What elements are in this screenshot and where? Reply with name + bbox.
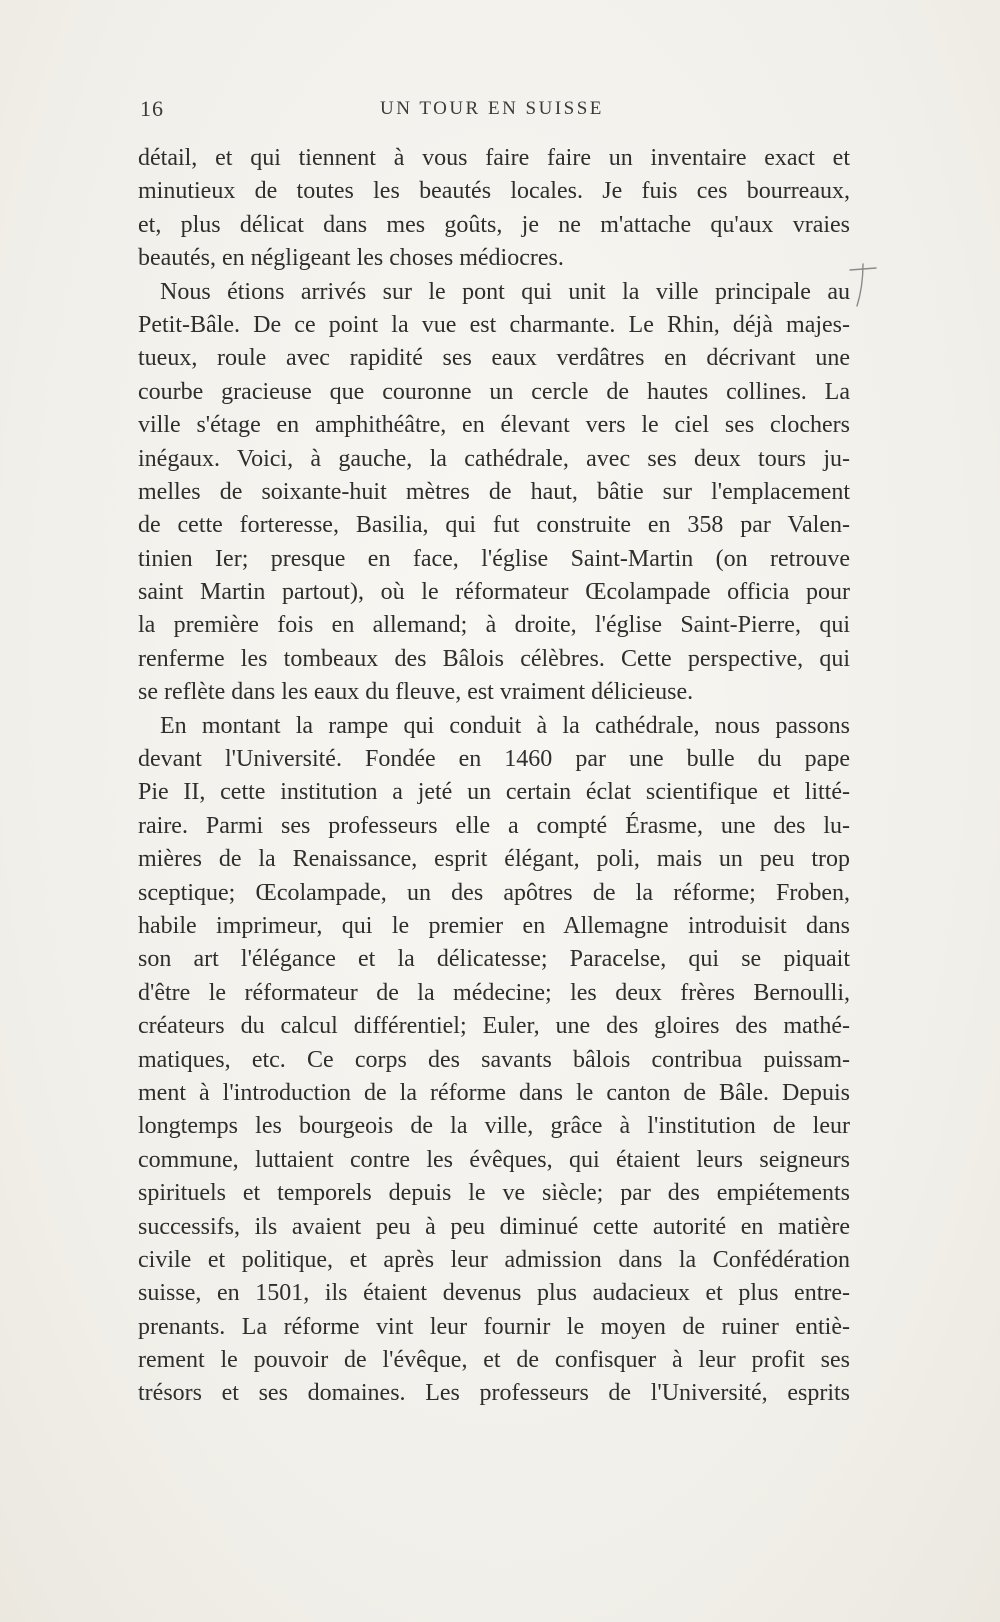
text-line: prenants. La réforme vint leur fournir le moyen de ruiner entiè-	[138, 1313, 850, 1340]
text-line: melles de soixante-huit mètres de haut, bâtie sur l'emplacement	[138, 478, 850, 505]
text-line: spirituels et temporels depuis le ve siècle; par des empiétements	[138, 1180, 850, 1207]
text-line: En montant la rampe qui conduit à la cathédrale, nous passons	[160, 712, 850, 739]
text-line: suisse, en 1501, ils étaient devenus plus audacieux et plus entre-	[138, 1280, 850, 1307]
text-line: beautés, en négligeant les choses médiocres.	[138, 245, 564, 272]
body-text	[138, 142, 850, 1411]
text-line: Petit-Bâle. De ce point la vue est charmante. Le Rhin, déjà majes-	[138, 311, 850, 338]
text-line: Pie II, cette institution a jeté un certain éclat scientifique et litté-	[138, 779, 850, 806]
text-line: inégaux. Voici, à gauche, la cathédrale, avec ses deux tours ju-	[138, 445, 850, 472]
pencil-cross-mark-icon	[846, 262, 880, 310]
text-line: d'être le réformateur de la médecine; les deux frères Bernoulli,	[138, 979, 850, 1006]
text-line: minutieux de toutes les beautés locales. Je fuis ces bourreaux,	[138, 178, 850, 205]
text-line: trésors et ses domaines. Les professeurs de l'Université, esprits	[138, 1380, 850, 1407]
page-number: 16	[140, 96, 164, 121]
text-line: successifs, ils avaient peu à peu diminué cette autorité en matière	[138, 1213, 850, 1240]
text-line: longtemps les bourgeois de la ville, grâce à l'institution de leur	[138, 1113, 850, 1140]
text-line: renferme les tombeaux des Bâlois célèbres. Cette perspective, qui	[138, 645, 850, 672]
text-line: mières de la Renaissance, esprit élégant, poli, mais un peu trop	[138, 846, 850, 873]
text-line: rement le pouvoir de l'évêque, et de confisquer à leur profit ses	[138, 1347, 850, 1374]
text-line: courbe gracieuse que couronne un cercle de hautes collines. La	[138, 378, 850, 405]
text-line: sceptique; Œcolampade, un des apôtres de la réforme; Froben,	[138, 879, 850, 906]
text-line: Nous étions arrivés sur le pont qui unit la ville principale au	[160, 278, 850, 305]
text-line: détail, et qui tiennent à vous faire faire un inventaire exact et	[138, 145, 850, 171]
text-line: devant l'Université. Fondée en 1460 par une bulle du pape	[138, 746, 850, 773]
running-head	[140, 96, 850, 126]
text-line: saint Martin partout), où le réformateur Œcolampade officia pour	[138, 579, 850, 606]
text-line: tueux, roule avec rapidité ses eaux verdâtres en décrivant une	[138, 345, 850, 372]
text-line: ville s'étage en amphithéâtre, en élevant vers le ciel ses clochers	[138, 412, 850, 439]
text-line: la première fois en allemand; à droite, l'église Saint-Pierre, qui	[138, 612, 850, 639]
text-line: habile imprimeur, qui le premier en Allemagne introduisit dans	[138, 912, 850, 939]
text-line: et, plus délicat dans mes goûts, je ne m'attache qu'aux vraies	[138, 211, 850, 238]
text-line: ment à l'introduction de la réforme dans le canton de Bâle. Depuis	[138, 1079, 850, 1106]
text-line: créateurs du calcul différentiel; Euler, une des gloires des mathé-	[138, 1013, 850, 1040]
text-line: raire. Parmi ses professeurs elle a compté Érasme, une des lu-	[138, 812, 850, 839]
text-line: tinien Ier; presque en face, l'église Saint-Martin (on retrouve	[138, 545, 850, 572]
text-line: son art l'élégance et la délicatesse; Paracelse, qui se piquait	[138, 946, 850, 973]
text-line: civile et politique, et après leur admission dans la Confédération	[138, 1246, 850, 1273]
text-line: matiques, etc. Ce corps des savants bâlois contribua puissam-	[138, 1046, 850, 1073]
text-line: de cette forteresse, Basilia, qui fut construite en 358 par Valen-	[138, 512, 850, 539]
text-line: commune, luttaient contre les évêques, qui étaient leurs seigneurs	[138, 1146, 850, 1173]
running-title: UN TOUR EN SUISSE	[380, 98, 604, 119]
text-line: se reflète dans les eaux du fleuve, est vraiment délicieuse.	[138, 679, 694, 706]
